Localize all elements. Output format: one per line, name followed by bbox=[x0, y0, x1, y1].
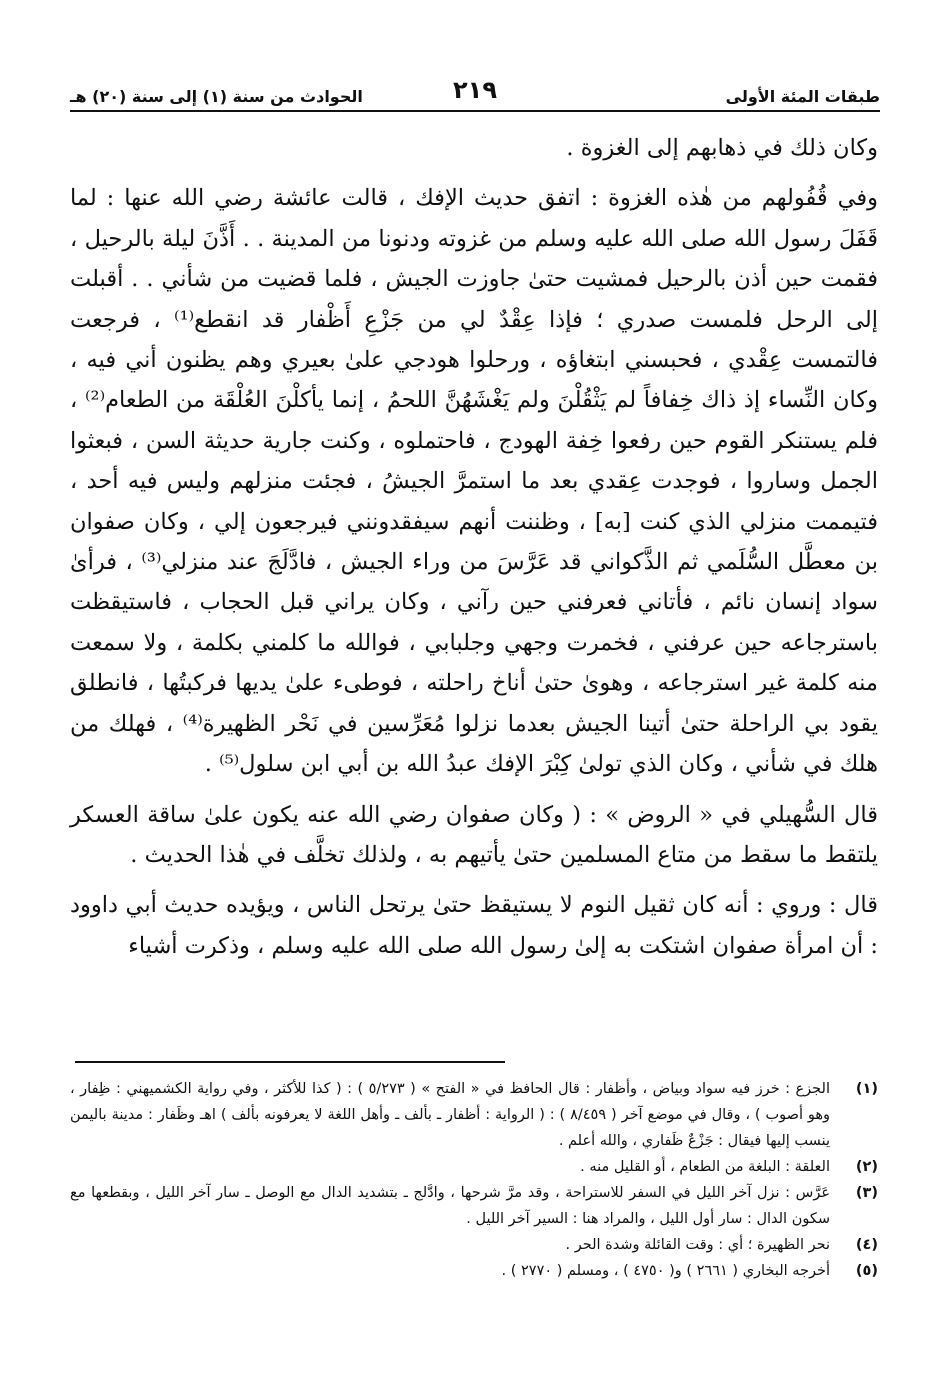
footnote-item bbox=[70, 1076, 878, 1154]
footnote-text: الجزع : خرز فيه سواد وبياض ، وأظفار : قال الحافظ في « الفتح » ( ٥/٢٧٣ ) : ( كذا للأكثر ، وفي رواية الكشميهني : ظِفار ، وهو أصوب ) ، وقال في موضع آخر ( ٨/٤٥٩ ) : ( الرواية : أظفار ـ بألف ـ وأهل اللغة لا يعرفونه بألف ) اهـ وظَفار : مدينة باليمن ينسب إليها فيقال : جَزْعٌ ظَفاري ، والله أعلم . bbox=[70, 1081, 831, 1149]
footnote-number: (١) bbox=[855, 1081, 878, 1097]
paragraph: قال السُّهيلي في « الروض » : ( وكان صفوان رضي الله عنه يكون علىٰ ساقة العسكر يلتقط ما سقط من متاع المسلمين حتىٰ يأتيهم به ، ولذلك تخلَّف في هٰذا الحديث . bbox=[70, 801, 878, 868]
footnote-text: عَرَّس : نزل آخر الليل في السفر للاستراحة ، وقد مرَّ شرحها ، وادَّلج ـ بتشديد الدال مع الوصل ـ سار آخر الليل ، وبقطعها مع سكون الدال : سار أول الليل ، والمراد هنا : السير آخر الليل . bbox=[70, 1185, 830, 1227]
footnote-number: (٢) bbox=[855, 1159, 878, 1175]
paragraph: قال : وروي : أنه كان ثقيل النوم لا يستيقظ حتىٰ يرتحل الناس ، ويؤيده حديث أبي داوود : أن امرأة صفوان اشتكت به إلىٰ رسول الله صلى الله عليه وسلم ، وذكرت أشياء bbox=[70, 892, 878, 959]
footnote-number: (٥) bbox=[855, 1263, 878, 1279]
footnote-item bbox=[70, 1154, 878, 1180]
footnote-divider bbox=[75, 1061, 505, 1063]
paragraph: وكان ذلك في ذهابهم إلى الغزوة . bbox=[566, 135, 878, 161]
footnotes bbox=[70, 1076, 878, 1284]
footnote-item bbox=[70, 1258, 878, 1284]
footnote-item bbox=[70, 1180, 878, 1232]
footnote-item bbox=[70, 1232, 878, 1258]
footnote-number: (٤) bbox=[855, 1237, 878, 1253]
running-header bbox=[70, 70, 880, 112]
footnote-text: نحر الظهيرة ؛ أي : وقت القائلة وشدة الحر . bbox=[565, 1237, 830, 1253]
book-title: طبقات المئة الأولى bbox=[725, 87, 880, 106]
footnote-number: (٣) bbox=[855, 1185, 878, 1201]
main-text bbox=[70, 128, 878, 976]
page-number: ٢١٩ bbox=[453, 76, 497, 104]
paragraph: وفي قُفُولهم من هٰذه الغزوة : اتفق حديث الإفك ، قالت عائشة رضي الله عنها : لما قَفَلَ رسول الله صلى الله عليه وسلم من غزوته ودنونا من المدينة . . أَذَّنَ ليلة بالرحيل ، فقمت حين أذن بالرحيل فمشيت حتىٰ جاوزت الجيش ، فلما قضيت من شأني . . أقبلت إلى الرحل فلمست صدري ؛ فإذا عِقْدٌ لي من جَزْعِ أَظْفار قد انقطع⁽¹⁾ ، فرجعت فالتمست عِقْدي ، فحبسني ابتغاؤه ، ورحلوا هودجي علىٰ بعيري وهم يظنون أني فيه ، وكان النِّساء إذ ذاك خِفافاً لم يَثْقُلْنَ ولم يَغْشَهُنَّ اللحمُ ، إنما يأكلْنَ العُلْقَة من الطعام⁽²⁾ ، فلم يستنكر القوم حين رفعوا خِفة الهودج ، فاحتملوه ، وكنت جارية حديثة السن ، فبعثوا الجمل وساروا ، فوجدت عِقدي بعد ما استمرَّ الجيشُ ، فجئت منزلهم وليس فيه أحد ، فتيممت منزلي الذي كنت [به] ، وظننت أنهم سيفقدونني فيرجعون إلي ، وكان صفوان بن معطَّل السُّلَمي ثم الذَّكواني قد عَرَّسَ من وراء الجيش ، فادَّلَجَ عند منزلي⁽³⁾ ، فرأىٰ سواد إنسان نائم ، فأتاني فعرفني حين رآني ، وكان يراني قبل الحجاب ، فاستيقظت باسترجاعه حين عرفني ، فخمرت وجهي وجلبابي ، فوالله ما كلمني بكلمة ، ولا سمعت منه كلمة غير استرجاعه ، وهوىٰ حتىٰ أناخ راحلته ، فوطىء علىٰ يديها فركبتُها ، فانطلق يقود بي الراحلة حتىٰ أتينا الجيش بعدما نزلوا مُعَرِّسين في نَحْر الظهيرة⁽⁴⁾ ، فهلك من هلك في شأني ، وكان الذي تولىٰ كِبْرَ الإفك عبدُ الله بن أبي ابن سلول⁽⁵⁾ . bbox=[70, 185, 879, 778]
event-range: الحوادث من سنة (١) إلى سنة (٢٠) هـ bbox=[70, 87, 363, 106]
footnote-text: العلقة : البلغة من الطعام ، أو القليل منه . bbox=[580, 1159, 830, 1175]
footnote-text: أخرجه البخاري ( ٢٦٦١ ) و( ٤٧٥٠ ) ، ومسلم ( ٢٧٧٠ ) . bbox=[501, 1263, 830, 1279]
